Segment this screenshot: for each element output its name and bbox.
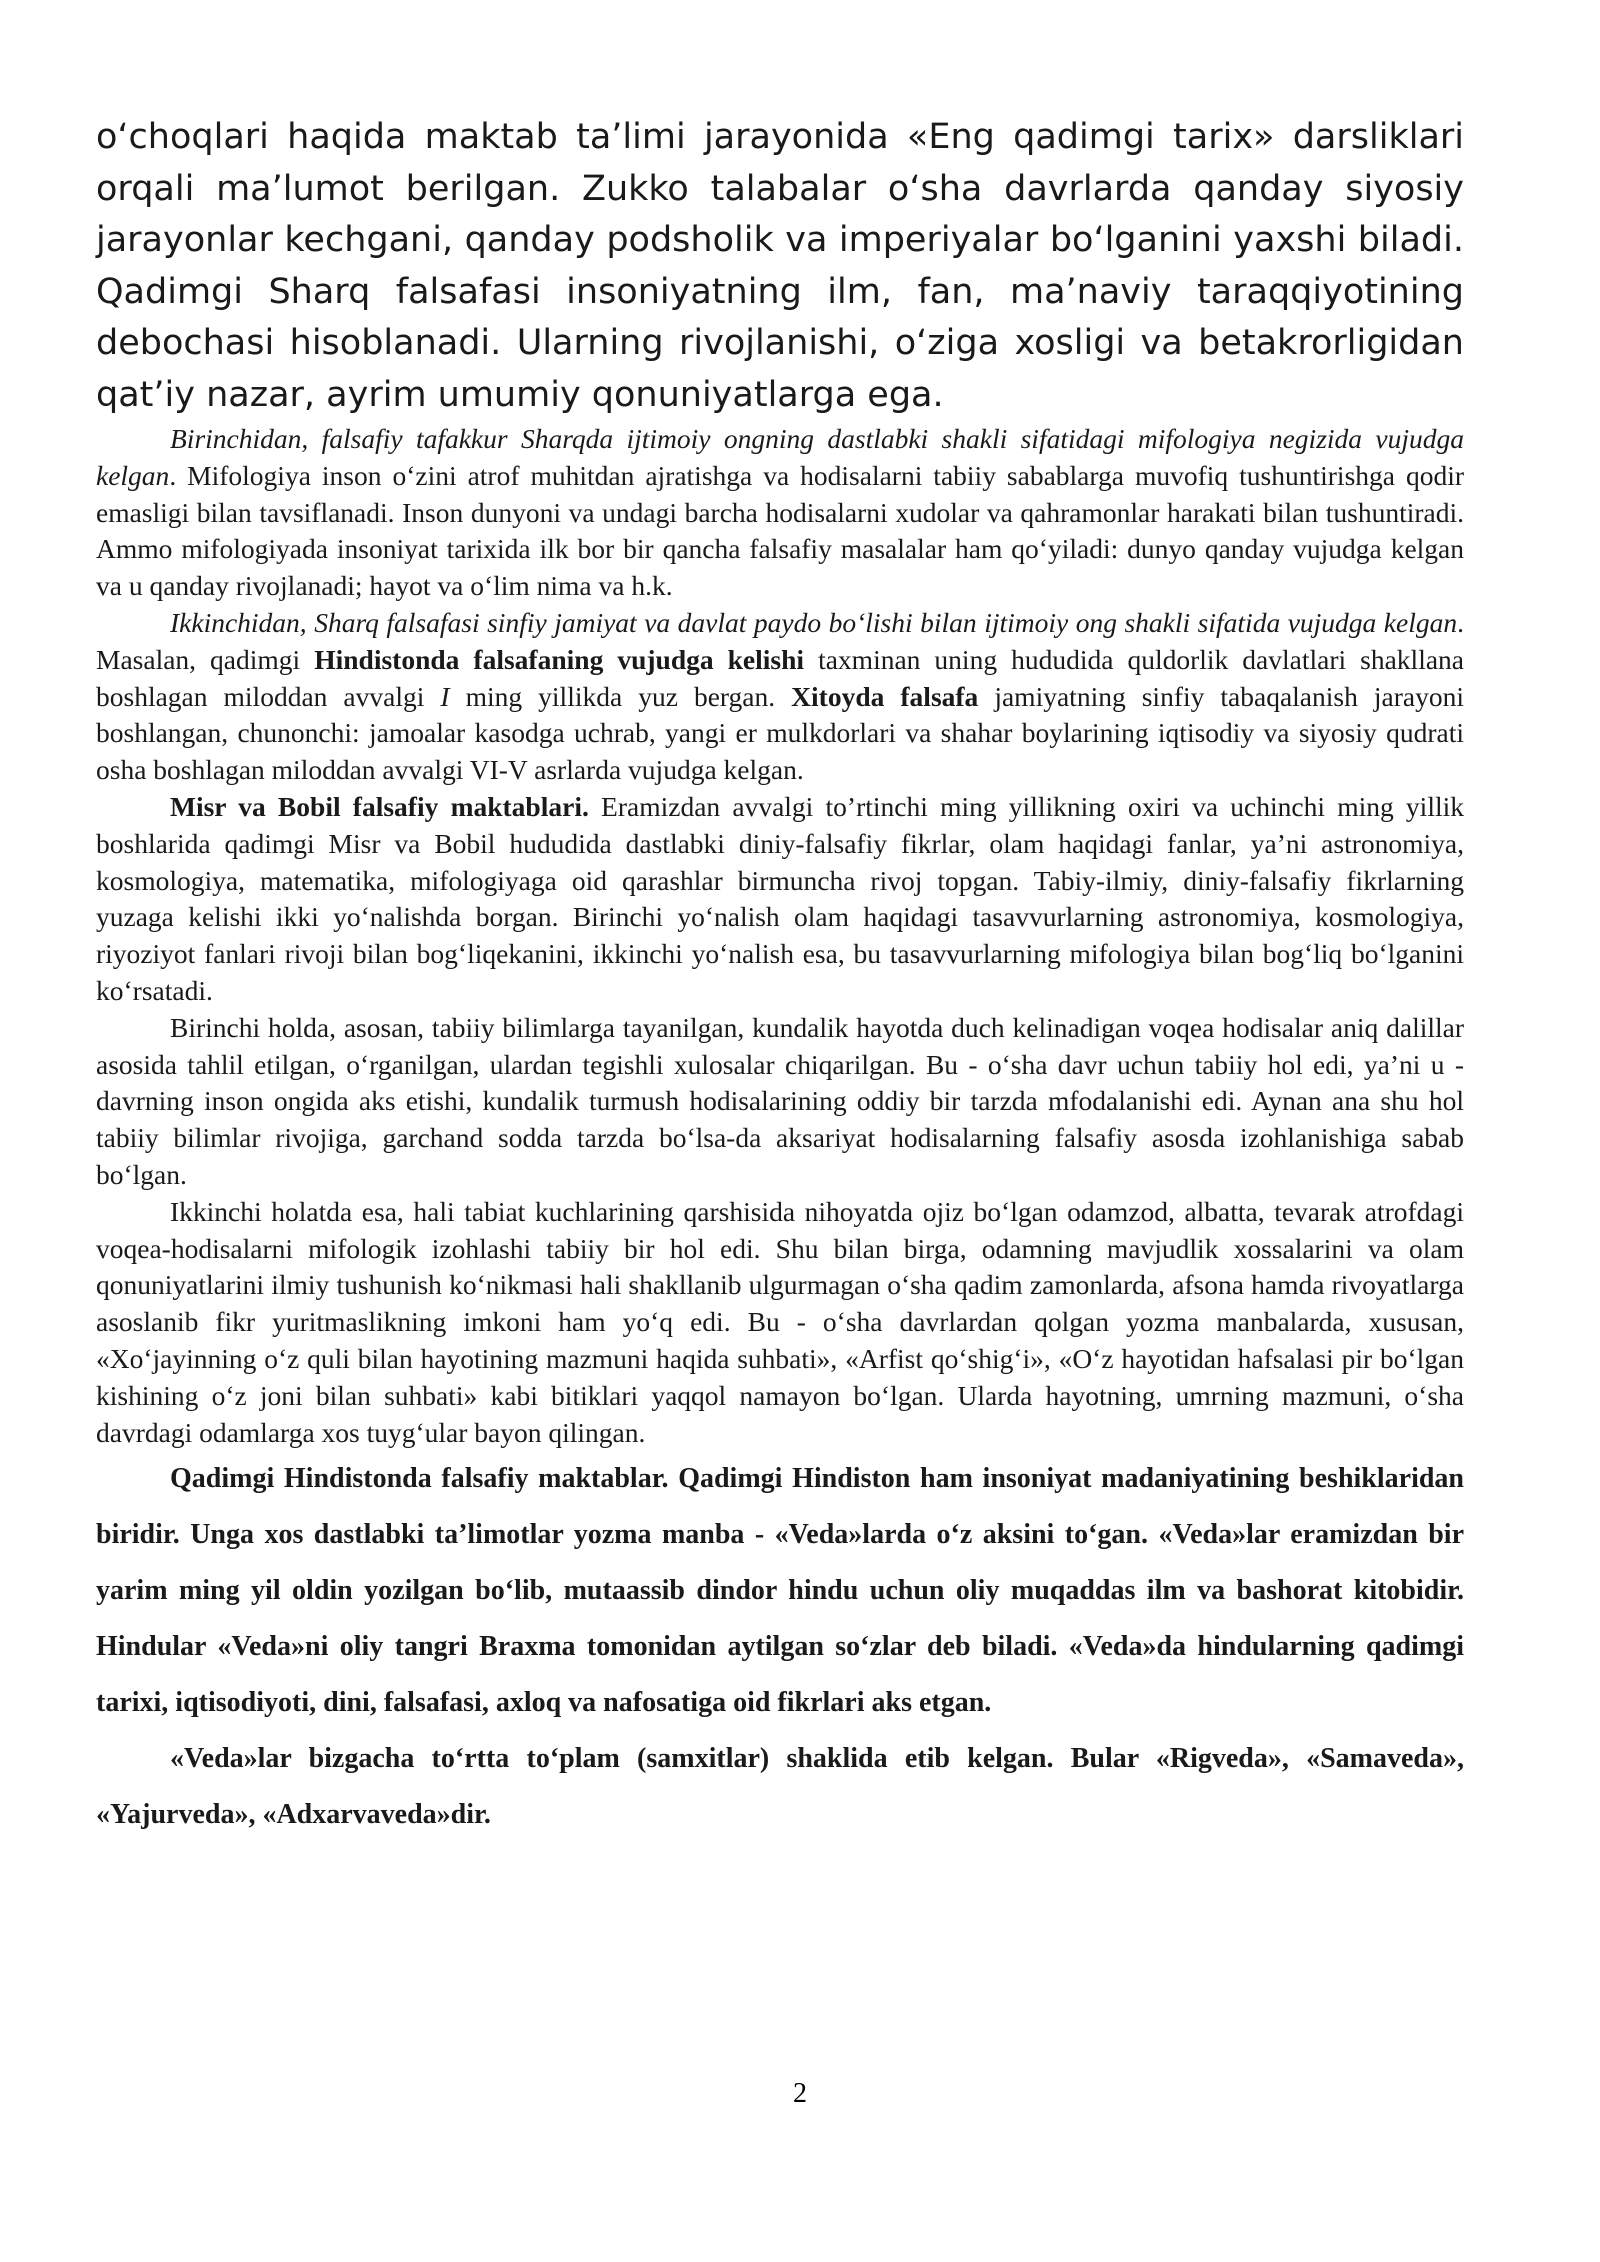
section-heading: Misr va Bobil falsafiy maktablari. [170,790,589,822]
italic-lead: Ikkinchidan, Sharq falsafasi sinfiy jamiyat va davlat paydo bo‘lishi bilan ijtimoiy ong shakli sifatida vujudga kelgan [170,606,1458,638]
italic-lead: Birinchidan, falsafiy tafakkur Sharqda ijtimoiy ongning dastlabki shakli sifatidagi mifologiya negizida vujudga kelgan [96,423,1464,491]
paragraph-veda: «Veda»lar bizgacha to‘rtta to‘plam (samxitlar) shaklida etib kelgan. Bular «Rigveda», «Samaveda», «Yajurveda», «Adxarvaveda»dir. [96,1743,1464,1831]
paragraph-misr-bobil: Misr va Bobil falsafiy maktablari. Eramizdan avvalgi to’rtinchi ming yillikning oxiri va uchinchi ming yillik boshlarida qadimgi Misr va Bobil hududida dastlabki diniy-falsafiy fikrlar, olam haqidagi fanlar, ya’ni astronomiya, kosmologiya, matematika, mifologiyaga oid qarashlar birmuncha rivoj topgan. Tabiy-ilmiy, diniy-falsafiy fikrlarning yuzaga kelishi ikki yo‘nalishda borgan. Birinchi yo‘nalish olam haqidagi tasavvurlarning astronomiya, kosmologiya, riyoziyot fanlari rivoji bilan bog‘liqekanini, ikkinchi yo‘nalish esa, bu tasavvurlarning mifologiya bilan bog‘liq bo‘lganini ko‘rsatadi. [96,790,1464,1006]
page-number: 2 [793,2078,807,2109]
paragraph-second-case: Ikkinchi holatda esa, hali tabiat kuchlarining qarshisida nihoyatda ojiz bo‘lgan odamzod, albatta, tevarak atrofdagi voqea-hodisalarni mifologik izohlashi tabiiy bir hol edi. Shu bilan birga, odamning mavjudlik xossalarini va olam qonuniyatlarini ilmiy tushunish ko‘nikmasi hali shakllanib ulgurmagan o‘sha qadim zamonlarda, afsona hamda rivoyatlarga asoslanib fikr yuritmaslikning imkoni ham yo‘q edi. Bu - o‘sha davrlardan qolgan yozma manbalarda, xususan, «Xo‘jayinning o‘z quli bilan hayotining mazmuni haqida suhbati», «Arfist qo‘shig‘i», «O‘z hayotidan hafsalasi pir bo‘lgan kishining o‘z joni bilan suhbati» kabi bitiklari yaqqol namayon bo‘lgan. Ularda hayotning, umrning mazmuni, o‘sha davrdagi odamlarga xos tuyg‘ular bayon qilingan. [96,1195,1464,1448]
page-content [96,112,1464,1843]
paragraph-hindiston: Qadimgi Hindistonda falsafiy maktablar. Qadimgi Hindiston ham insoniyat madaniyatining beshiklaridan biridir. Unga xos dastlabki ta’limotlar yozma manba - «Veda»larda o‘z aksini to‘gan. «Veda»lar eramizdan bir yarim ming yil oldin yozilgan bo‘lib, mutaassib dindor hindu uchun oliy muqaddas ilm va bashorat kitobidir. Hindular «Veda»ni oliy tangri Braxma tomonidan aytilgan so‘zlar deb biladi. «Veda»da hindularning qadimgi tarixi, iqtisodiyoti, dini, falsafasi, axloq va nafosatiga oid fikrlari aks etgan. [96,1463,1464,1719]
paragraph-first-point: Birinchidan, falsafiy tafakkur Sharqda ijtimoiy ongning dastlabki shakli sifatidagi mifologiya negizida vujudga kelgan. Mifologiya inson o‘zini atrof muhitdan ajratishga va hodisalarni tabiiy sabablarga muvofiq tushuntirishga qodir emasligi bilan tavsiflanadi. Inson dunyoni va undagi barcha hodisalarni xudolar va qahramonlar harakati bilan tushuntiradi. Ammo mifologiyada insoniyat tarixida ilk bor bir qancha falsafiy masalalar ham qo‘yiladi: dunyo qanday vujudga kelgan va u qanday rivojlanadi; hayot va o‘lim nima va h.k. [96,423,1464,602]
paragraph-first-case: Birinchi holda, asosan, tabiiy bilimlarga tayanilgan, kundalik hayotda duch kelinadigan voqea hodisalar aniq dalillar asosida tahlil etilgan, o‘rganilgan, ulardan tegishli xulosalar chiqarilgan. Bu - o‘sha davr uchun tabiiy hol edi, ya’ni u - davrning inson ongida aks etishi, kundalik turmush hodisalarining oddiy bir tarzda mfodalanishi edi. Aynan ana shu hol tabiiy bilimlar rivojiga, garchand sodda tarzda bo‘lsa-da aksariyat hodisalarning falsafiy asosda izohlanishiga sabab bo‘lgan. [96,1011,1464,1190]
bold-term: Hindistonda falsafaning vujudga kelishi [314,643,805,675]
bold-term: Xitoyda falsafa [791,680,979,712]
paragraph-second-point: Ikkinchidan, Sharq falsafasi sinfiy jamiyat va davlat paydo bo‘lishi bilan ijtimoiy ong shakli sifatida vujudga kelgan. Masalan, qadimgi Hindistonda falsafaning vujudga kelishi taxminan uning hududida quldorlik davlatlari shakllana boshlagan miloddan avvalgi I ming yillikda yuz bergan. Xitoyda falsafa jamiyatning sinfiy tabaqalanish jarayoni boshlangan, chunonchi: jamoalar kasodga uchrab, yangi er mulkdorlari va shahar boylarining iqtisodiy va siyosiy qudrati osha boshlagan miloddan avvalgi VI-V asrlarda vujudga kelgan. [96,606,1464,786]
intro-paragraph: o‘choqlari haqida maktab ta’limi jarayonida «Eng qadimgi tarix» darsliklari orqali ma’lumot berilgan. Zukko talabalar o‘sha davrlarda qanday siyosiy jarayonlar kechgani, qanday podsholik va imperiyalar bo‘lganini yaxshi biladi. Qadimgi Sharq falsafasi insoniyatning ilm, fan, ma’naviy taraqqiyotining debochasi hisoblanadi. Ularning rivojlanishi, o‘ziga xosligi va betakrorligidan qat’iy nazar, ayrim umumiy qonuniyatlarga ega. [96,117,1464,415]
